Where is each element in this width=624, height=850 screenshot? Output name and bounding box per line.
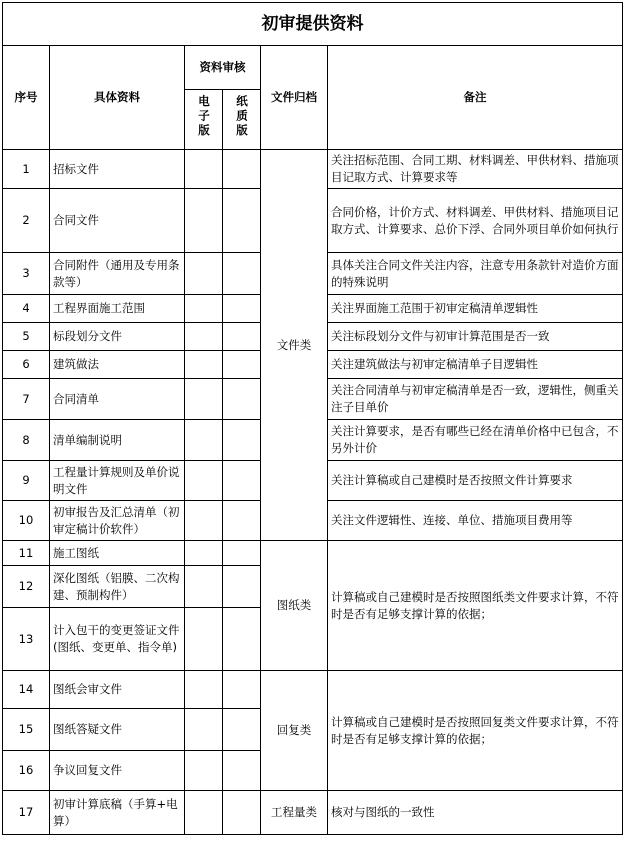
row-paper xyxy=(223,379,261,420)
header-seq: 序号 xyxy=(3,46,50,150)
document xyxy=(2,2,622,835)
row-electronic xyxy=(185,253,223,295)
row-item: 工程界面施工范围 xyxy=(50,295,185,323)
row-remark: 具体关注合同文件关注内容，注意专用条款针对造价方面的特殊说明 xyxy=(328,253,623,295)
row-paper xyxy=(223,253,261,295)
row-no: 3 xyxy=(3,253,50,295)
row-electronic xyxy=(185,751,223,791)
row-electronic xyxy=(185,671,223,709)
row-item: 初审报告及汇总清单（初审定稿计价软件） xyxy=(50,501,185,541)
row-electronic xyxy=(185,709,223,751)
row-paper xyxy=(223,461,261,501)
row-electronic xyxy=(185,566,223,608)
header-paper: 纸质版 xyxy=(223,90,261,150)
row-remark: 关注界面施工范围于初审定稿清单逻辑性 xyxy=(328,295,623,323)
row-item: 合同清单 xyxy=(50,379,185,420)
row-paper xyxy=(223,791,261,835)
row-item: 图纸会审文件 xyxy=(50,671,185,709)
row-no: 4 xyxy=(3,295,50,323)
row-electronic xyxy=(185,323,223,351)
row-remark: 合同价格，计价方式、材料调差、甲供材料、措施项目记取方式、计算要求、总价下浮、合同外项目单价如何执行 xyxy=(328,189,623,253)
row-remark: 关注计算要求，是否有哪些已经在清单价格中已包含，不另外计价 xyxy=(328,420,623,461)
row-item: 深化图纸（铝膜、二次构建、预制构件） xyxy=(50,566,185,608)
row-paper xyxy=(223,189,261,253)
row-no: 1 xyxy=(3,150,50,189)
row-electronic xyxy=(185,461,223,501)
table-row xyxy=(3,150,623,189)
title-row xyxy=(3,3,623,46)
row-electronic xyxy=(185,608,223,671)
row-electronic xyxy=(185,379,223,420)
materials-table xyxy=(2,2,623,835)
row-item: 施工图纸 xyxy=(50,541,185,566)
row-no: 16 xyxy=(3,751,50,791)
row-paper xyxy=(223,709,261,751)
row-item: 合同附件（通用及专用条款等） xyxy=(50,253,185,295)
row-remark: 关注标段划分文件与初审计算范围是否一致 xyxy=(328,323,623,351)
row-no: 14 xyxy=(3,671,50,709)
row-paper xyxy=(223,566,261,608)
row-remark: 关注建筑做法与初审定稿清单子目逻辑性 xyxy=(328,351,623,379)
row-paper xyxy=(223,541,261,566)
row-item: 工程量计算规则及单价说明文件 xyxy=(50,461,185,501)
row-item: 建筑做法 xyxy=(50,351,185,379)
row-electronic xyxy=(185,189,223,253)
row-electronic xyxy=(185,501,223,541)
row-paper xyxy=(223,751,261,791)
row-item: 争议回复文件 xyxy=(50,751,185,791)
row-item: 标段划分文件 xyxy=(50,323,185,351)
row-paper xyxy=(223,608,261,671)
row-remark: 关注招标范围、合同工期、材料调差、甲供材料、措施项目记取方式、计算要求等 xyxy=(328,150,623,189)
row-paper xyxy=(223,295,261,323)
table-row xyxy=(3,671,623,709)
row-no: 6 xyxy=(3,351,50,379)
header-item: 具体资料 xyxy=(50,46,185,150)
row-electronic xyxy=(185,295,223,323)
header-review: 资料审核 xyxy=(185,46,261,90)
row-item: 图纸答疑文件 xyxy=(50,709,185,751)
table-row xyxy=(3,791,623,835)
header-row-1 xyxy=(3,46,623,90)
category-gongchengliang: 工程量类 xyxy=(261,791,328,835)
row-no: 11 xyxy=(3,541,50,566)
row-paper xyxy=(223,420,261,461)
row-remark: 关注文件逻辑性、连接、单位、措施项目费用等 xyxy=(328,501,623,541)
row-electronic xyxy=(185,351,223,379)
row-paper xyxy=(223,150,261,189)
row-no: 10 xyxy=(3,501,50,541)
row-no: 13 xyxy=(3,608,50,671)
remark-tuzhi: 计算稿或自己建模时是否按照图纸类文件要求计算，不符时是否有足够支撑计算的依据； xyxy=(328,541,623,671)
category-tuzhi: 图纸类 xyxy=(261,541,328,671)
row-remark: 核对与图纸的一致性 xyxy=(328,791,623,835)
row-no: 8 xyxy=(3,420,50,461)
row-remark: 关注合同清单与初审定稿清单是否一致，逻辑性，侧重关注子目单价 xyxy=(328,379,623,420)
row-item: 计入包干的变更签证文件(图纸、变更单、指令单) xyxy=(50,608,185,671)
row-no: 2 xyxy=(3,189,50,253)
row-paper xyxy=(223,351,261,379)
row-electronic xyxy=(185,420,223,461)
page-title: 初审提供资料 xyxy=(3,3,623,46)
row-remark: 关注计算稿或自己建模时是否按照文件计算要求 xyxy=(328,461,623,501)
row-no: 17 xyxy=(3,791,50,835)
header-remark: 备注 xyxy=(328,46,623,150)
row-item: 招标文件 xyxy=(50,150,185,189)
category-wenjian: 文件类 xyxy=(261,150,328,541)
row-electronic xyxy=(185,791,223,835)
row-no: 5 xyxy=(3,323,50,351)
row-paper xyxy=(223,671,261,709)
row-electronic xyxy=(185,150,223,189)
header-electronic: 电子版 xyxy=(185,90,223,150)
row-item: 初审计算底稿（手算+电算） xyxy=(50,791,185,835)
row-no: 9 xyxy=(3,461,50,501)
row-paper xyxy=(223,501,261,541)
row-electronic xyxy=(185,541,223,566)
table-row xyxy=(3,541,623,566)
row-no: 12 xyxy=(3,566,50,608)
header-category: 文件归档 xyxy=(261,46,328,150)
row-no: 7 xyxy=(3,379,50,420)
row-item: 合同文件 xyxy=(50,189,185,253)
row-paper xyxy=(223,323,261,351)
row-item: 清单编制说明 xyxy=(50,420,185,461)
row-no: 15 xyxy=(3,709,50,751)
category-huifu: 回复类 xyxy=(261,671,328,791)
remark-huifu: 计算稿或自己建模时是否按照回复类文件要求计算，不符时是否有足够支撑计算的依据； xyxy=(328,671,623,791)
